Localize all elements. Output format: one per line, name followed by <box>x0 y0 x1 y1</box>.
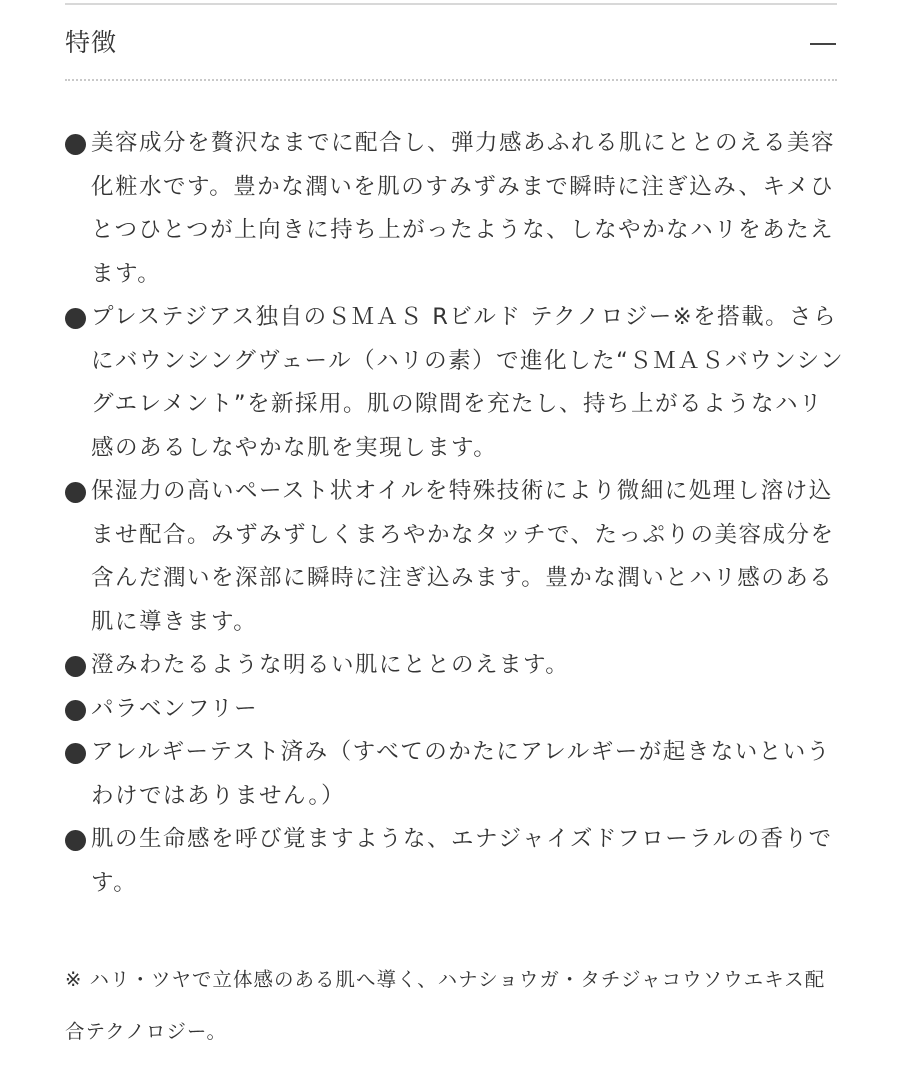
feature-item <box>65 470 845 644</box>
feature-item <box>65 122 845 296</box>
feature-text: パラベンフリー <box>91 695 259 722</box>
bullet-icon <box>65 656 86 677</box>
feature-list <box>65 122 845 905</box>
feature-item <box>65 818 845 905</box>
footnote: ※ ハリ・ツヤで立体感のある肌へ導く、ハナショウガ・タチジャコウソウエキス配合テクノロジー。 <box>65 968 826 1043</box>
feature-text: 澄みわたるような明るい肌にととのえます。 <box>91 652 570 678</box>
feature-text: 美容成分を贅沢なまでに配合し、弾力感あふれる肌にととのえる美容化粧水です。豊かな潤いを肌のすみずみまで瞬時に注ぎ込み、キメひとつひとつが上向きに持ち上がったような、しなやかなハリをあたえます。 <box>91 130 836 287</box>
bullet-icon <box>65 830 86 851</box>
dotted-divider <box>65 79 837 81</box>
top-divider <box>65 3 837 5</box>
feature-item <box>65 688 845 732</box>
feature-text: アレルギーテスト済み（すべてのかたにアレルギーが起きないというわけではありません。） <box>91 739 831 809</box>
bullet-icon <box>65 134 86 155</box>
bullet-icon <box>65 308 86 329</box>
bullet-icon <box>65 482 86 503</box>
minus-collapse-icon[interactable] <box>809 30 837 58</box>
bullet-icon <box>65 743 86 764</box>
feature-text: 肌の生命感を呼び覚ますような、エナジャイズドフローラルの香りです。 <box>91 826 833 896</box>
bullet-icon <box>65 700 86 721</box>
feature-text: 保湿力の高いペースト状オイルを特殊技術により微細に処理し溶け込ませ配合。みずみずしくまろやかなタッチで、たっぷりの美容成分を含んだ潤いを深部に瞬時に注ぎ込みます。豊かな潤いとハリ感のある肌に導きます。 <box>91 478 835 635</box>
feature-item <box>65 731 845 818</box>
feature-item <box>65 296 845 470</box>
accordion-header[interactable] <box>65 14 837 74</box>
feature-text: プレステジアス独自のＳＭＡＳ Rビルド テクノロジー※を搭載。さらにバウンシングヴェール（ハリの素）で進化した“ＳＭＡＳバウンシングエレメント”を新採用。肌の隙間を充たし、持ち上がるようなハリ感のあるしなやかな肌を実現します。 <box>91 304 845 461</box>
feature-item <box>65 644 845 688</box>
section-title: 特徴 <box>65 28 118 57</box>
